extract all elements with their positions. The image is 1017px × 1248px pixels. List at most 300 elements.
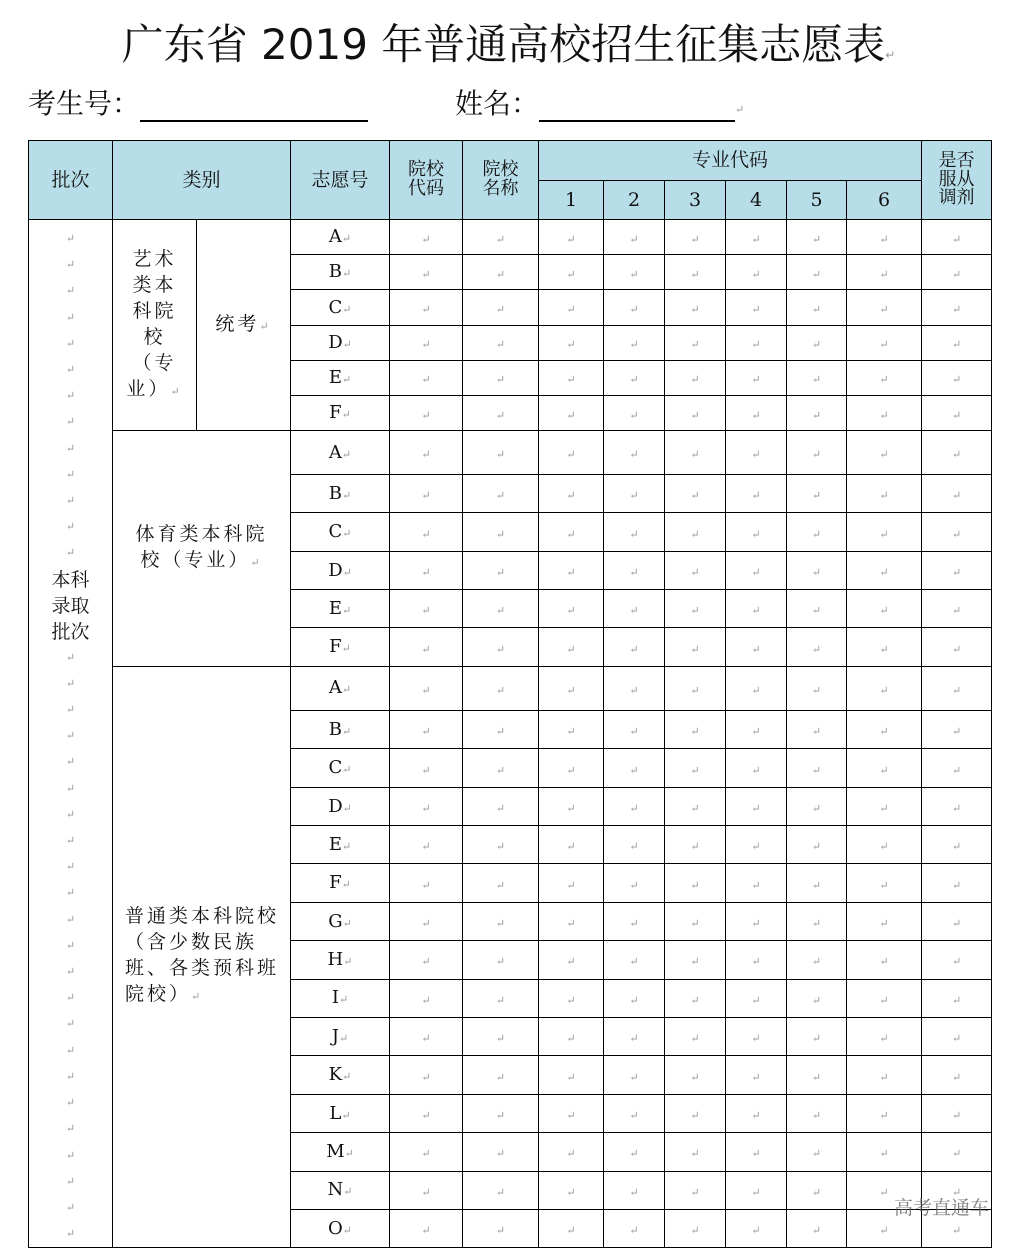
school-name-input[interactable] [463, 255, 539, 290]
school-code-input[interactable] [390, 551, 463, 589]
school-code-input[interactable] [390, 710, 463, 748]
school-name-input[interactable] [463, 360, 539, 395]
major-3-input[interactable] [665, 1209, 726, 1247]
major-6-input[interactable] [847, 1056, 922, 1094]
major-2-input[interactable] [604, 475, 665, 513]
major-2-input[interactable] [604, 941, 665, 979]
school-name-input[interactable] [463, 1094, 539, 1132]
paragraph-mark-icon: ↵ [250, 555, 263, 569]
header-choice-no: 志愿号 [291, 141, 390, 220]
major-5-input[interactable] [787, 395, 847, 430]
major-6-input[interactable] [847, 360, 922, 395]
major-4-input[interactable] [726, 941, 787, 979]
major-4-input[interactable] [726, 1133, 787, 1171]
paragraph-mark-icon: ↵ [170, 384, 183, 398]
major-3-input[interactable] [665, 255, 726, 290]
major-3-input[interactable] [665, 290, 726, 325]
header-school-code: 院校代码 [390, 141, 463, 220]
major-3-input[interactable] [665, 475, 726, 513]
major-5-input[interactable] [787, 255, 847, 290]
name-label: 姓名： [455, 87, 540, 120]
school-name-input[interactable] [463, 787, 539, 825]
major-3-input[interactable] [665, 979, 726, 1017]
major-3-input[interactable] [665, 395, 726, 430]
major-3-input[interactable] [665, 513, 726, 551]
major-2-input[interactable] [604, 220, 665, 255]
major-3-input[interactable] [665, 325, 726, 360]
major-4-input[interactable] [726, 902, 787, 940]
major-5-input[interactable] [787, 787, 847, 825]
school-name-input[interactable] [463, 590, 539, 628]
major-2-input[interactable] [604, 864, 665, 902]
major-3-input[interactable] [665, 1133, 726, 1171]
major-5-input[interactable] [787, 590, 847, 628]
major-1-input[interactable] [539, 902, 604, 940]
major-2-input[interactable] [604, 628, 665, 666]
school-name-input[interactable] [463, 1209, 539, 1247]
major-4-input[interactable] [726, 475, 787, 513]
school-code-input[interactable] [390, 395, 463, 430]
category-cell [113, 220, 197, 431]
school-name-input[interactable] [463, 666, 539, 710]
school-code-input[interactable] [390, 628, 463, 666]
accept-adjust-input[interactable] [922, 590, 992, 628]
major-4-input[interactable] [726, 590, 787, 628]
major-3-input[interactable] [665, 787, 726, 825]
name-blank[interactable] [539, 90, 735, 122]
school-name-input[interactable] [463, 1171, 539, 1209]
accept-adjust-input[interactable] [922, 431, 992, 475]
major-4-input[interactable] [726, 513, 787, 551]
table-row [29, 431, 992, 475]
choice-no: D ↵ [291, 551, 390, 589]
major-2-input[interactable] [604, 395, 665, 430]
major-6-input[interactable] [847, 979, 922, 1017]
major-6-input[interactable] [847, 590, 922, 628]
major-3-input[interactable] [665, 826, 726, 864]
major-5-input[interactable] [787, 325, 847, 360]
school-name-input[interactable] [463, 979, 539, 1017]
major-2-input[interactable] [604, 360, 665, 395]
school-name-input[interactable] [463, 431, 539, 475]
accept-adjust-input[interactable] [922, 255, 992, 290]
major-2-input[interactable] [604, 1171, 665, 1209]
major-2-input[interactable] [604, 325, 665, 360]
major-4-input[interactable] [726, 255, 787, 290]
major-6-input[interactable] [847, 551, 922, 589]
major-3-input[interactable] [665, 902, 726, 940]
major-2-input[interactable] [604, 1133, 665, 1171]
accept-adjust-input[interactable] [922, 710, 992, 748]
batch-label: 本科录取批次 [51, 568, 90, 643]
title-text: 广东省 2019 年普通高校招生征集志愿表 [121, 20, 886, 69]
major-6-input[interactable] [847, 628, 922, 666]
school-code-input[interactable] [390, 979, 463, 1017]
major-2-input[interactable] [604, 749, 665, 787]
choice-no: L ↵ [291, 1094, 390, 1132]
school-code-input[interactable] [390, 220, 463, 255]
major-6-input[interactable] [847, 220, 922, 255]
school-code-input[interactable] [390, 1094, 463, 1132]
major-4-input[interactable] [726, 710, 787, 748]
table-row [29, 220, 992, 255]
major-1-input[interactable] [539, 475, 604, 513]
major-2-input[interactable] [604, 1056, 665, 1094]
school-code-input[interactable] [390, 749, 463, 787]
accept-adjust-input[interactable] [922, 513, 992, 551]
major-3-input[interactable] [665, 749, 726, 787]
major-1-input[interactable] [539, 220, 604, 255]
major-1-input[interactable] [539, 1056, 604, 1094]
school-name-input[interactable] [463, 710, 539, 748]
category-label: 体育类本科院校（专业） [135, 522, 268, 571]
major-5-input[interactable] [787, 431, 847, 475]
accept-adjust-input[interactable] [922, 826, 992, 864]
major-1-input[interactable] [539, 1094, 604, 1132]
major-6-input[interactable] [847, 710, 922, 748]
school-code-input[interactable] [390, 431, 463, 475]
school-name-input[interactable] [463, 475, 539, 513]
major-1-input[interactable] [539, 360, 604, 395]
choice-no: D ↵ [291, 787, 390, 825]
major-5-input[interactable] [787, 1133, 847, 1171]
choice-no: C ↵ [291, 290, 390, 325]
accept-adjust-input[interactable] [922, 941, 992, 979]
major-3-input[interactable] [665, 1017, 726, 1055]
major-5-input[interactable] [787, 710, 847, 748]
major-5-input[interactable] [787, 513, 847, 551]
major-2-input[interactable] [604, 551, 665, 589]
major-4-input[interactable] [726, 864, 787, 902]
choice-no: F ↵ [291, 395, 390, 430]
major-1-input[interactable] [539, 787, 604, 825]
accept-adjust-input[interactable] [922, 475, 992, 513]
paragraph-mark-icon: ↵ [191, 990, 204, 1004]
application-table [28, 140, 992, 1248]
accept-adjust-input[interactable] [922, 1056, 992, 1094]
choice-no: O ↵ [291, 1209, 390, 1247]
major-5-input[interactable] [787, 826, 847, 864]
major-1-input[interactable] [539, 979, 604, 1017]
major-2-input[interactable] [604, 513, 665, 551]
school-name-input[interactable] [463, 826, 539, 864]
header-major-5: 5 [787, 181, 847, 220]
major-1-input[interactable] [539, 1017, 604, 1055]
major-2-input[interactable] [604, 290, 665, 325]
school-name-input[interactable] [463, 749, 539, 787]
major-1-input[interactable] [539, 864, 604, 902]
major-1-input[interactable] [539, 1133, 604, 1171]
paragraph-mark-icon: ↵ [885, 48, 896, 62]
school-code-input[interactable] [390, 325, 463, 360]
school-name-input[interactable] [463, 551, 539, 589]
major-5-input[interactable] [787, 941, 847, 979]
major-6-input[interactable] [847, 1094, 922, 1132]
major-1-input[interactable] [539, 551, 604, 589]
major-4-input[interactable] [726, 787, 787, 825]
school-code-input[interactable] [390, 787, 463, 825]
major-1-input[interactable] [539, 941, 604, 979]
major-5-input[interactable] [787, 864, 847, 902]
choice-no: I ↵ [291, 979, 390, 1017]
school-name-input[interactable] [463, 513, 539, 551]
major-3-input[interactable] [665, 590, 726, 628]
major-1-input[interactable] [539, 1171, 604, 1209]
choice-no: C ↵ [291, 749, 390, 787]
major-1-input[interactable] [539, 513, 604, 551]
major-4-input[interactable] [726, 826, 787, 864]
major-4-input[interactable] [726, 1171, 787, 1209]
major-1-input[interactable] [539, 590, 604, 628]
major-4-input[interactable] [726, 220, 787, 255]
school-code-input[interactable] [390, 1171, 463, 1209]
major-4-input[interactable] [726, 1209, 787, 1247]
choice-no: A ↵ [291, 666, 390, 710]
major-6-input[interactable] [847, 941, 922, 979]
major-3-input[interactable] [665, 220, 726, 255]
school-code-input[interactable] [390, 864, 463, 902]
school-code-input[interactable] [390, 666, 463, 710]
school-code-input[interactable] [390, 826, 463, 864]
major-2-input[interactable] [604, 902, 665, 940]
school-name-input[interactable] [463, 628, 539, 666]
major-3-input[interactable] [665, 710, 726, 748]
choice-no: A ↵ [291, 431, 390, 475]
choice-no: C ↵ [291, 513, 390, 551]
school-name-input[interactable] [463, 395, 539, 430]
school-code-input[interactable] [390, 513, 463, 551]
major-4-input[interactable] [726, 325, 787, 360]
school-name-input[interactable] [463, 325, 539, 360]
paragraph-mark-icon: ↵ [735, 103, 745, 116]
major-5-input[interactable] [787, 1171, 847, 1209]
choice-no: H ↵ [291, 941, 390, 979]
school-name-input[interactable] [463, 1056, 539, 1094]
major-5-input[interactable] [787, 1209, 847, 1247]
major-3-input[interactable] [665, 551, 726, 589]
school-code-input[interactable] [390, 475, 463, 513]
major-2-input[interactable] [604, 1209, 665, 1247]
major-4-input[interactable] [726, 395, 787, 430]
major-6-input[interactable] [847, 1133, 922, 1171]
choice-no: B ↵ [291, 710, 390, 748]
major-6-input[interactable] [847, 475, 922, 513]
accept-adjust-input[interactable] [922, 787, 992, 825]
major-6-input[interactable] [847, 864, 922, 902]
major-6-input[interactable] [847, 290, 922, 325]
major-2-input[interactable] [604, 590, 665, 628]
major-4-input[interactable] [726, 1094, 787, 1132]
student-no-field [28, 82, 368, 122]
school-name-input[interactable] [463, 220, 539, 255]
major-2-input[interactable] [604, 1094, 665, 1132]
major-2-input[interactable] [604, 710, 665, 748]
choice-no: F ↵ [291, 628, 390, 666]
major-2-input[interactable] [604, 826, 665, 864]
header-major-4: 4 [726, 181, 787, 220]
major-1-input[interactable] [539, 395, 604, 430]
major-2-input[interactable] [604, 666, 665, 710]
school-code-input[interactable] [390, 290, 463, 325]
major-1-input[interactable] [539, 1209, 604, 1247]
school-code-input[interactable] [390, 1133, 463, 1171]
major-5-input[interactable] [787, 979, 847, 1017]
major-5-input[interactable] [787, 628, 847, 666]
major-3-input[interactable] [665, 941, 726, 979]
major-6-input[interactable] [847, 1017, 922, 1055]
subcategory-label: 统考 [215, 312, 260, 335]
major-3-input[interactable] [665, 666, 726, 710]
form-title [0, 12, 1017, 72]
accept-adjust-input[interactable] [922, 666, 992, 710]
major-6-input[interactable] [847, 826, 922, 864]
major-6-input[interactable] [847, 666, 922, 710]
school-code-input[interactable] [390, 1017, 463, 1055]
choice-no: E ↵ [291, 826, 390, 864]
watermark: 高考直通车 [893, 1197, 989, 1219]
major-3-input[interactable] [665, 628, 726, 666]
accept-adjust-input[interactable] [922, 551, 992, 589]
choice-no: F ↵ [291, 864, 390, 902]
major-3-input[interactable] [665, 1171, 726, 1209]
accept-adjust-input[interactable] [922, 749, 992, 787]
subcategory-cell [197, 220, 291, 431]
major-4-input[interactable] [726, 431, 787, 475]
major-4-input[interactable] [726, 979, 787, 1017]
school-name-input[interactable] [463, 1133, 539, 1171]
accept-adjust-input[interactable] [922, 864, 992, 902]
major-4-input[interactable] [726, 360, 787, 395]
major-2-input[interactable] [604, 787, 665, 825]
name-field [455, 82, 744, 122]
major-3-input[interactable] [665, 1056, 726, 1094]
major-1-input[interactable] [539, 666, 604, 710]
major-6-input[interactable] [847, 902, 922, 940]
major-5-input[interactable] [787, 475, 847, 513]
accept-adjust-input[interactable] [922, 628, 992, 666]
major-3-input[interactable] [665, 431, 726, 475]
major-1-input[interactable] [539, 431, 604, 475]
major-3-input[interactable] [665, 864, 726, 902]
major-5-input[interactable] [787, 360, 847, 395]
accept-adjust-input[interactable] [922, 902, 992, 940]
major-5-input[interactable] [787, 1017, 847, 1055]
major-5-input[interactable] [787, 902, 847, 940]
school-code-input[interactable] [390, 902, 463, 940]
category-label: 艺术类本科院校（专业） [126, 247, 177, 400]
major-3-input[interactable] [665, 360, 726, 395]
major-2-input[interactable] [604, 255, 665, 290]
major-6-input[interactable] [847, 749, 922, 787]
header-major-2: 2 [604, 181, 665, 220]
major-4-input[interactable] [726, 1017, 787, 1055]
accept-adjust-input[interactable] [922, 1094, 992, 1132]
accept-adjust-input[interactable] [922, 360, 992, 395]
paragraph-mark-icon: ↵ [259, 319, 272, 333]
school-code-input[interactable] [390, 1056, 463, 1094]
major-2-input[interactable] [604, 431, 665, 475]
major-1-input[interactable] [539, 255, 604, 290]
major-6-input[interactable] [847, 431, 922, 475]
major-6-input[interactable] [847, 787, 922, 825]
major-4-input[interactable] [726, 1056, 787, 1094]
major-1-input[interactable] [539, 710, 604, 748]
student-no-label: 考生号： [28, 87, 141, 120]
school-code-input[interactable] [390, 941, 463, 979]
major-1-input[interactable] [539, 826, 604, 864]
table-row [29, 666, 992, 710]
major-3-input[interactable] [665, 1094, 726, 1132]
batch-cell: ↵ ↵ ↵ ↵ ↵ ↵ ↵ ↵ ↵ ↵ ↵ ↵ ↵ 本科录取批次 ↵ ↵ ↵ ↵ ↵ ↵ ↵ ↵ ↵ ↵ ↵ ↵ ↵ ↵ ↵ ↵ ↵ ↵ ↵ ↵ ↵ ↵ ↵ [29, 220, 113, 1248]
major-4-input[interactable] [726, 290, 787, 325]
student-no-blank[interactable] [140, 90, 368, 122]
choice-no: G ↵ [291, 902, 390, 940]
school-code-input[interactable] [390, 1209, 463, 1247]
major-6-input[interactable] [847, 255, 922, 290]
category-cell [113, 431, 291, 667]
accept-adjust-input[interactable] [922, 325, 992, 360]
major-4-input[interactable] [726, 749, 787, 787]
accept-adjust-input[interactable] [922, 395, 992, 430]
major-2-input[interactable] [604, 979, 665, 1017]
major-5-input[interactable] [787, 551, 847, 589]
major-1-input[interactable] [539, 290, 604, 325]
school-name-input[interactable] [463, 290, 539, 325]
choice-no: B ↵ [291, 255, 390, 290]
major-5-input[interactable] [787, 290, 847, 325]
major-6-input[interactable] [847, 513, 922, 551]
major-6-input[interactable] [847, 325, 922, 360]
school-name-input[interactable] [463, 941, 539, 979]
accept-adjust-input[interactable] [922, 220, 992, 255]
header-major-3: 3 [665, 181, 726, 220]
school-code-input[interactable] [390, 590, 463, 628]
category-cell [113, 666, 291, 1248]
major-5-input[interactable] [787, 749, 847, 787]
choice-no: E ↵ [291, 360, 390, 395]
major-1-input[interactable] [539, 628, 604, 666]
accept-adjust-input[interactable] [922, 1133, 992, 1171]
header-school-name: 院校名称 [463, 141, 539, 220]
school-name-input[interactable] [463, 864, 539, 902]
choice-no: M ↵ [291, 1133, 390, 1171]
header-major-6: 6 [847, 181, 922, 220]
major-5-input[interactable] [787, 1094, 847, 1132]
major-5-input[interactable] [787, 666, 847, 710]
school-name-input[interactable] [463, 1017, 539, 1055]
major-1-input[interactable] [539, 325, 604, 360]
school-name-input[interactable] [463, 902, 539, 940]
accept-adjust-input[interactable] [922, 979, 992, 1017]
major-5-input[interactable] [787, 1056, 847, 1094]
school-code-input[interactable] [390, 255, 463, 290]
accept-adjust-input[interactable] [922, 290, 992, 325]
category-label: 普通类本科院校（含少数民族班、各类预科班院校） [125, 905, 280, 1006]
choice-no: N ↵ [291, 1171, 390, 1209]
choice-no: D ↵ [291, 325, 390, 360]
choice-no: A ↵ [291, 220, 390, 255]
school-code-input[interactable] [390, 360, 463, 395]
major-4-input[interactable] [726, 666, 787, 710]
major-4-input[interactable] [726, 628, 787, 666]
major-5-input[interactable] [787, 220, 847, 255]
major-6-input[interactable] [847, 395, 922, 430]
major-2-input[interactable] [604, 1017, 665, 1055]
accept-adjust-input[interactable] [922, 1017, 992, 1055]
major-1-input[interactable] [539, 749, 604, 787]
major-4-input[interactable] [726, 551, 787, 589]
header-batch: 批次 [29, 141, 113, 220]
